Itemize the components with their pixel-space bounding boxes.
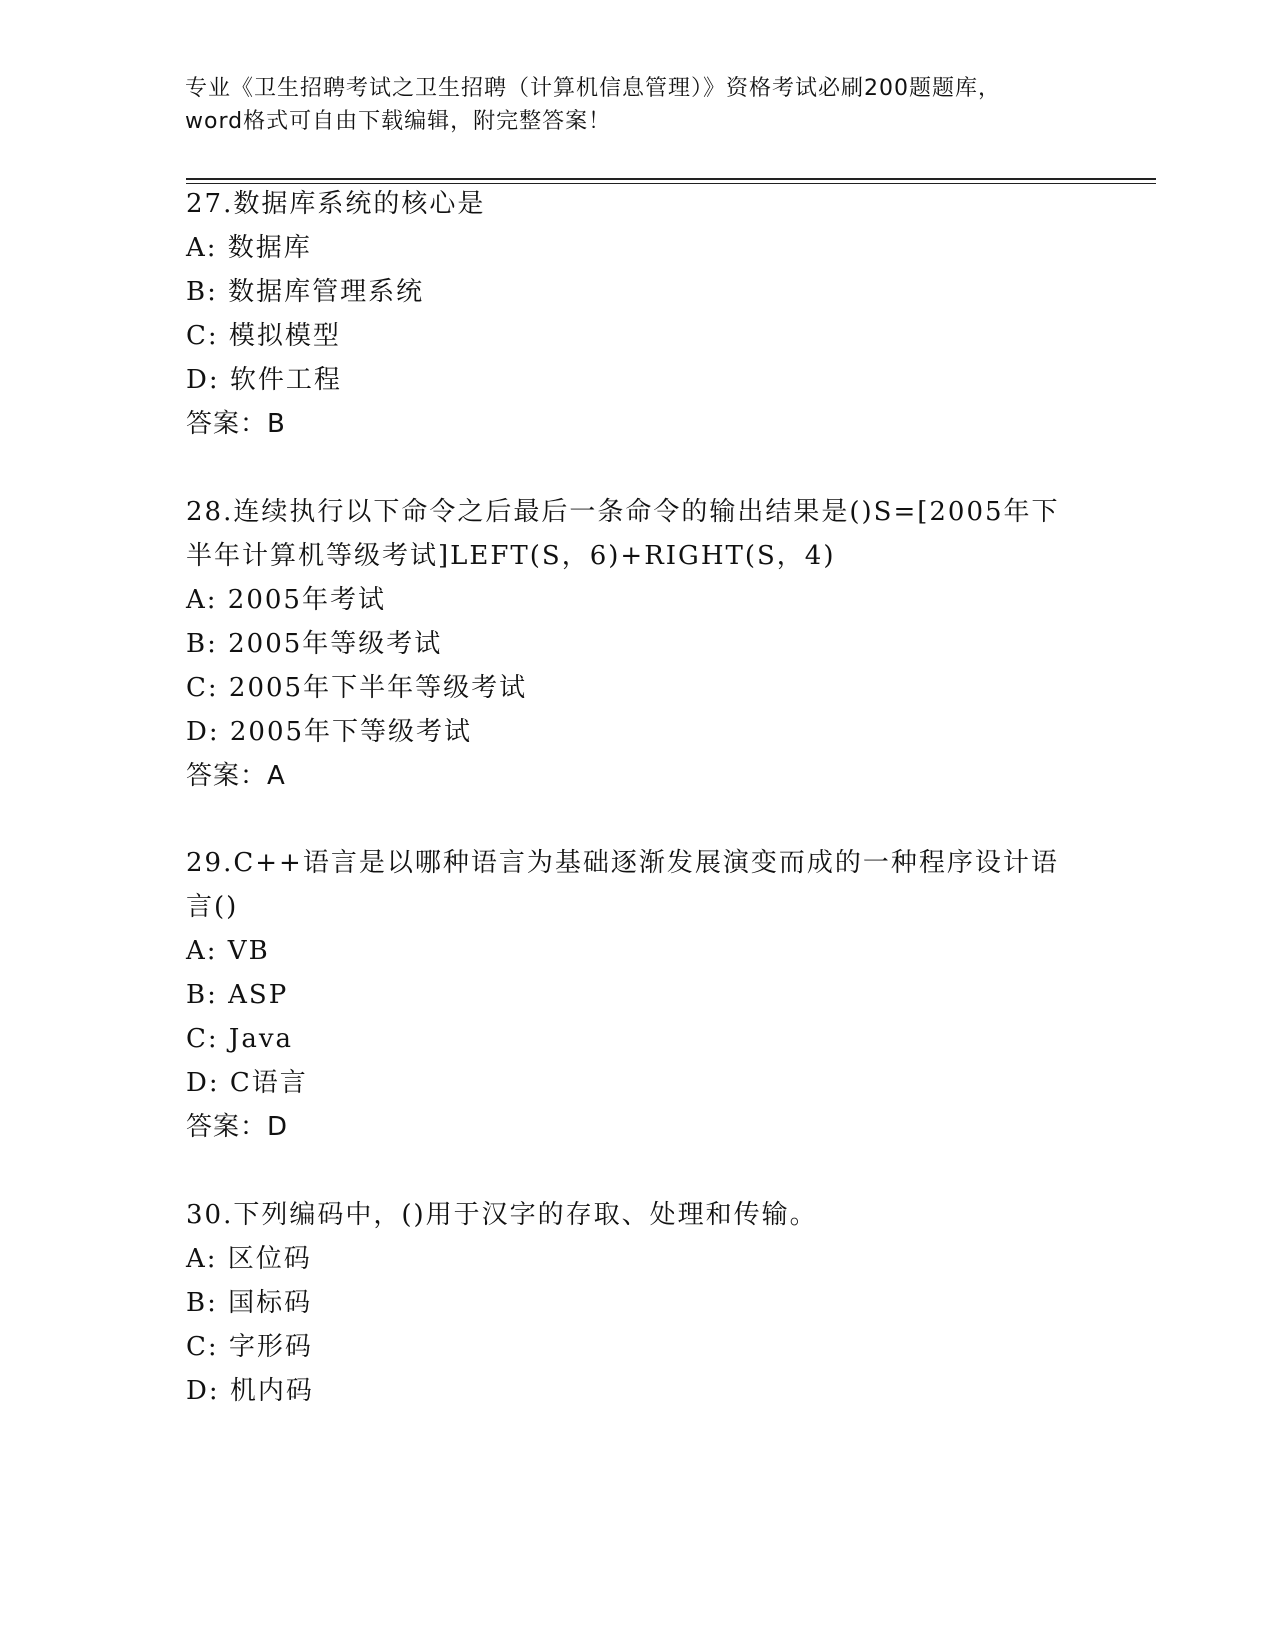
question-29-answer: 答案：D [186,1112,289,1142]
question-27-title: 27.数据库系统的核心是 [186,189,486,219]
question-28-option-c: C: 2005年下半年等级考试 [186,673,528,703]
question-28-option-d: D: 2005年下等级考试 [186,717,473,747]
question-29-option-a: A: VB [186,936,270,966]
question-28-title-line-1: 28.连续执行以下命令之后最后一条命令的输出结果是()S=[2005年下 [186,497,1060,527]
question-28-option-b: B: 2005年等级考试 [186,629,443,659]
question-27-option-b: B: 数据库管理系统 [186,277,425,307]
question-29-option-b: B: ASP [186,980,289,1010]
question-30-option-c: C: 字形码 [186,1332,313,1362]
question-28-title-line-2: 半年计算机等级考试]LEFT(S，6)+RIGHT(S，4) [186,541,836,571]
question-27-option-a: A: 数据库 [186,233,312,263]
question-30-title: 30.下列编码中，()用于汉字的存取、处理和传输。 [186,1200,818,1230]
question-30-option-d: D: 机内码 [186,1376,314,1406]
question-29-title-line-2: 言() [186,892,239,922]
document-header [185,72,1085,138]
question-29-option-c: C: Java [186,1024,294,1054]
question-29-title-line-1: 29.C++语言是以哪种语言为基础逐渐发展演变而成的一种程序设计语 [186,848,1059,878]
header-divider-thin [186,183,1156,184]
header-line-2: word格式可自由下载编辑，附完整答案！ [185,109,612,134]
question-29-option-d: D: C语言 [186,1068,308,1098]
question-27-option-d: D: 软件工程 [186,365,342,395]
header-divider-thick [186,178,1156,180]
question-30-option-a: A: 区位码 [186,1244,312,1274]
question-30-option-b: B: 国标码 [186,1288,313,1318]
question-28-option-a: A: 2005年考试 [186,585,386,615]
header-line-1: 专业《卫生招聘考试之卫生招聘（计算机信息管理）》资格考试必刷200题题库， [185,76,1001,101]
question-27-answer: 答案：B [186,409,286,439]
question-28-answer: 答案：A [186,761,286,791]
question-27-option-c: C: 模拟模型 [186,321,341,351]
